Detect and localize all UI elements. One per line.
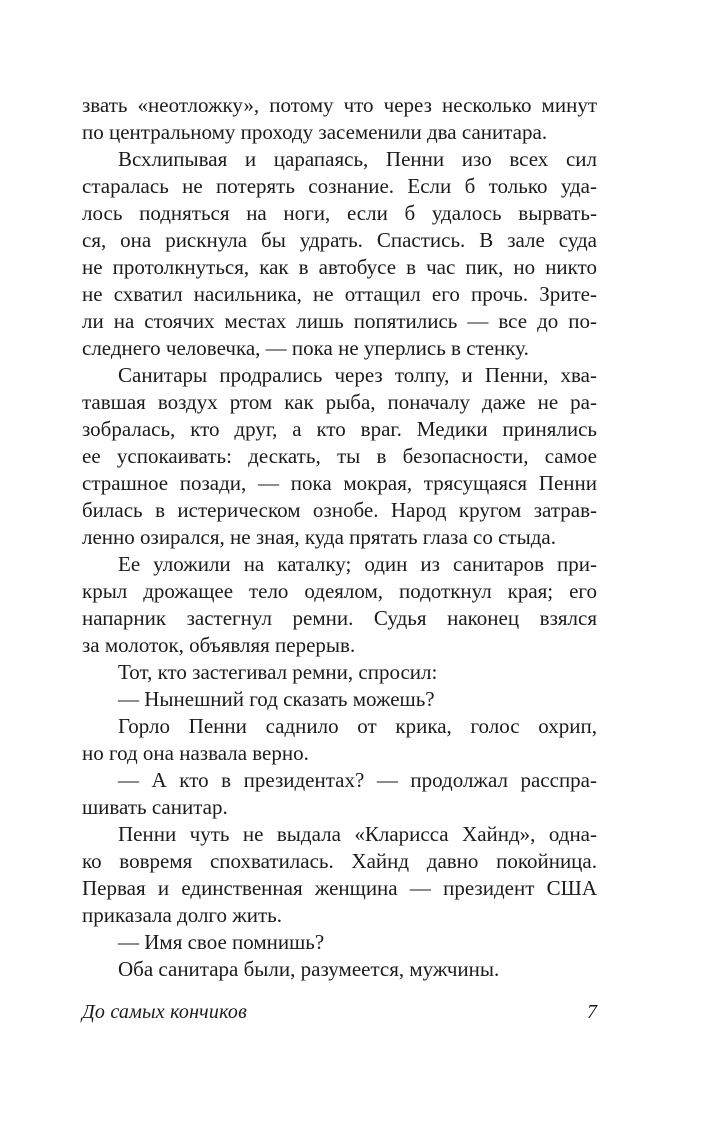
text-line: ее успокаивать: дескать, ты в безопасности, самое [82, 444, 597, 468]
text-line: Первая и единственная женщина — президент США [82, 876, 597, 900]
page-footer [82, 1000, 597, 1024]
text-line: Тот, кто застегивал ремни, спросил: [118, 660, 438, 684]
text-line: ко вовремя спохватилась. Хайнд давно покойница. [82, 849, 597, 873]
text-line: Всхлипывая и царапаясь, Пенни изо всех сил [118, 147, 597, 171]
text-line: билась в истерическом ознобе. Народ кругом затрав- [82, 498, 597, 522]
text-line: напарник застегнул ремни. Судья наконец взялся [82, 606, 597, 630]
text-line: ся, она рискнула бы удрать. Спастись. В зале суда [82, 228, 597, 252]
text-line: — А кто в президентах? — продолжал расспра- [118, 768, 597, 792]
text-line: страшное позади, — пока мокрая, трясущаяся Пенни [82, 471, 597, 495]
running-title: До самых кончиков [82, 1001, 248, 1023]
page-body-text [82, 92, 597, 983]
text-line: старалась не потерять сознание. Если б только уда- [82, 174, 597, 198]
text-line: крыл дрожащее тело одеялом, подоткнул края; его [82, 579, 597, 603]
text-line: но год она назвала верно. [82, 741, 309, 765]
page-number: 7 [587, 1001, 597, 1023]
text-line: ли на стоячих местах лишь попятились — все до по- [82, 309, 597, 333]
text-line: приказала долго жить. [82, 903, 283, 927]
text-line: Ее уложили на каталку; один из санитаров при- [118, 552, 597, 576]
text-line: лось подняться на ноги, если б удалось вырвать- [82, 201, 597, 225]
text-line: Оба санитара были, разумеется, мужчины. [118, 957, 500, 981]
text-line: Санитары продрались через толпу, и Пенни, хва- [118, 363, 597, 387]
text-line: — Нынешний год сказать можешь? [118, 687, 435, 711]
text-line: Горло Пенни саднило от крика, голос охрип, [118, 714, 597, 738]
text-line: тавшая воздух ртом как рыба, поначалу даже не ра- [82, 390, 597, 414]
text-line: по центральному проходу засеменили два санитара. [82, 120, 548, 144]
text-line: Пенни чуть не выдала «Кларисса Хайнд», одна- [118, 822, 597, 846]
text-line: звать «неотложку», потому что через несколько минут [82, 93, 597, 117]
text-line: следнего человечка, — пока не уперлись в стенку. [82, 336, 529, 360]
text-line: не протолкнуться, как в автобусе в час пик, но никто [82, 255, 597, 279]
text-line: ленно озирался, не зная, куда прятать глаза со стыда. [82, 525, 556, 549]
text-line: шивать санитар. [82, 795, 228, 819]
text-line: за молоток, объявляя перерыв. [82, 633, 356, 657]
text-line: зобралась, кто друг, а кто враг. Медики принялись [82, 417, 597, 441]
text-line: — Имя свое помнишь? [118, 930, 325, 954]
text-line: не схватил насильника, не оттащил его прочь. Зрите- [82, 282, 597, 306]
